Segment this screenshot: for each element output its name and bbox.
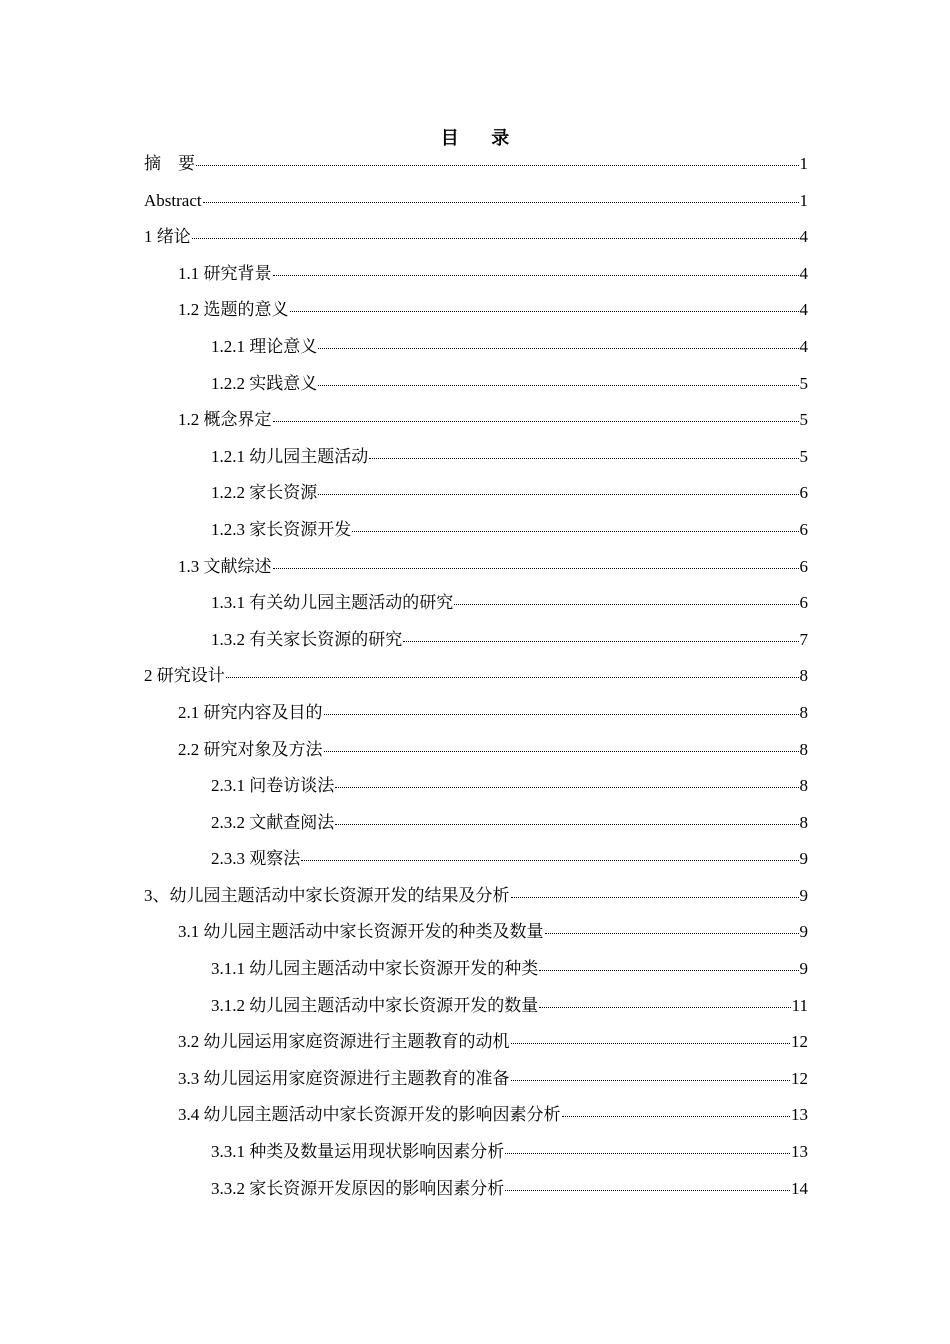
toc-entry-page-number: 6 [799, 519, 808, 539]
toc-dot-leader [369, 441, 798, 459]
toc-entry[interactable] [144, 1138, 808, 1175]
toc-entry[interactable] [144, 1175, 808, 1212]
toc-entry-page-number: 8 [799, 739, 808, 759]
toc-entry-page-number: 14 [791, 1178, 808, 1198]
toc-entry[interactable] [144, 736, 808, 773]
toc-entry[interactable] [144, 187, 808, 224]
toc-entry-page-number: 7 [799, 629, 808, 649]
toc-entry[interactable] [144, 223, 808, 260]
toc-entry[interactable] [144, 333, 808, 370]
toc-dot-leader [335, 807, 798, 825]
toc-entry-page-number: 1 [799, 154, 808, 173]
toc-entry-page-number: 1 [799, 190, 808, 210]
toc-dot-leader [203, 185, 799, 203]
toc-entry-page-number: 6 [799, 483, 808, 503]
toc-entry[interactable] [144, 296, 808, 333]
toc-entry-label: 1.2 选题的意义 [178, 300, 289, 320]
toc-entry-page-number: 8 [799, 666, 808, 686]
toc-dot-leader [192, 221, 799, 239]
toc-entry[interactable] [144, 589, 808, 626]
toc-entry-label: 1 绪论 [144, 227, 191, 247]
toc-entry-label: 3.1.1 幼儿园主题活动中家长资源开发的种类 [211, 959, 539, 979]
toc-dot-leader [545, 916, 799, 934]
toc-entry[interactable] [144, 955, 808, 992]
toc-entry-page-number: 6 [799, 556, 808, 576]
toc-dot-leader [273, 551, 799, 569]
toc-dot-leader [403, 624, 798, 642]
toc-entry[interactable] [144, 809, 808, 846]
toc-dot-leader [505, 1173, 790, 1191]
toc-entry-page-number: 9 [799, 922, 808, 942]
toc-dot-leader [273, 404, 799, 422]
toc-entry-label: 1.2.2 家长资源 [211, 483, 318, 503]
toc-entry-page-number: 9 [799, 959, 808, 979]
toc-entry[interactable] [144, 626, 808, 663]
toc-entry-page-number: 12 [791, 1032, 808, 1052]
toc-entry-label: 3.3.2 家长资源开发原因的影响因素分析 [211, 1178, 505, 1198]
toc-entry-label: 3.1 幼儿园主题活动中家长资源开发的种类及数量 [178, 922, 544, 942]
toc-entry-page-number: 8 [799, 702, 808, 722]
toc-entry-label: 2.1 研究内容及目的 [178, 702, 323, 722]
toc-entry-label: 2 研究设计 [144, 666, 225, 686]
toc-entry-label: 3、幼儿园主题活动中家长资源开发的结果及分析 [144, 885, 510, 905]
toc-entry-label: 1.2 概念界定 [178, 410, 272, 430]
toc-dot-leader [352, 514, 798, 532]
toc-entry[interactable] [144, 772, 808, 809]
toc-entry-label: 3.3 幼儿园运用家庭资源进行主题教育的准备 [178, 1068, 510, 1088]
toc-entry[interactable] [144, 1065, 808, 1102]
toc-entry-label: 1.2.1 幼儿园主题活动 [211, 446, 369, 466]
toc-entry[interactable] [144, 260, 808, 297]
toc-entry-label: 摘 要 [144, 154, 195, 173]
toc-dot-leader [539, 953, 798, 971]
toc-entry[interactable] [144, 882, 808, 919]
toc-entry[interactable] [144, 1101, 808, 1138]
toc-entry-page-number: 5 [799, 373, 808, 393]
toc-entry[interactable] [144, 662, 808, 699]
toc-entry-page-number: 5 [799, 410, 808, 430]
toc-dot-leader [226, 660, 799, 678]
toc-entry-page-number: 13 [791, 1105, 808, 1125]
toc-entry[interactable] [144, 479, 808, 516]
toc-dot-leader [562, 1099, 791, 1117]
toc-entry[interactable] [144, 553, 808, 590]
toc-dot-leader [511, 1063, 791, 1081]
toc-entry-label: 2.3.3 观察法 [211, 849, 301, 869]
toc-dot-leader [511, 1026, 791, 1044]
toc-dot-leader [505, 1136, 790, 1154]
toc-dot-leader [273, 258, 799, 276]
toc-entry-page-number: 4 [799, 263, 808, 283]
toc-dot-leader [324, 697, 799, 715]
toc-entry-page-number: 9 [799, 885, 808, 905]
toc-entry-page-number: 5 [799, 446, 808, 466]
toc-entry-label: 3.1.2 幼儿园主题活动中家长资源开发的数量 [211, 995, 539, 1015]
toc-title: 目 录 [440, 128, 524, 148]
toc-entry[interactable] [144, 845, 808, 882]
toc-dot-leader [318, 368, 798, 386]
toc-entry[interactable] [144, 406, 808, 443]
toc-entry-page-number: 4 [799, 336, 808, 356]
toc-entry-label: 1.3 文献综述 [178, 556, 272, 576]
toc-entry[interactable] [144, 992, 808, 1029]
toc-entry-page-number: 8 [799, 776, 808, 796]
toc-dot-leader [324, 734, 799, 752]
toc-entry-label: 2.3.2 文献查阅法 [211, 812, 335, 832]
toc-entry-label: 1.1 研究背景 [178, 263, 272, 283]
toc-dot-leader [335, 770, 798, 788]
toc-entry-page-number: 4 [799, 227, 808, 247]
toc-entry-label: 3.4 幼儿园主题活动中家长资源开发的影响因素分析 [178, 1105, 561, 1125]
toc-entry-page-number: 13 [791, 1142, 808, 1162]
toc-entry[interactable] [144, 150, 808, 187]
toc-dot-leader [539, 990, 790, 1008]
toc-entry-page-number: 4 [799, 300, 808, 320]
toc-entry[interactable] [144, 370, 808, 407]
toc-entry-label: 1.3.1 有关幼儿园主题活动的研究 [211, 593, 454, 613]
toc-dot-leader [196, 148, 799, 166]
toc-dot-leader [511, 880, 799, 898]
toc-entry-label: 1.3.2 有关家长资源的研究 [211, 629, 403, 649]
toc-dot-leader [318, 331, 798, 349]
toc-entry-label: 3.2 幼儿园运用家庭资源进行主题教育的动机 [178, 1032, 510, 1052]
toc-dot-leader [290, 294, 799, 312]
toc-entry-label: 2.2 研究对象及方法 [178, 739, 323, 759]
toc-entry-page-number: 9 [799, 849, 808, 869]
toc-entry-page-number: 12 [791, 1068, 808, 1088]
toc-entry[interactable] [144, 918, 808, 955]
toc-entry-label: Abstract [144, 190, 202, 210]
toc-list [144, 150, 808, 1211]
toc-entry-label: 1.2.2 实践意义 [211, 373, 318, 393]
toc-dot-leader [301, 843, 798, 861]
toc-entry-label: 2.3.1 问卷访谈法 [211, 776, 335, 796]
toc-entry[interactable] [144, 516, 808, 553]
toc-dot-leader [454, 587, 798, 605]
toc-entry-page-number: 6 [799, 593, 808, 613]
toc-entry[interactable] [144, 1028, 808, 1065]
toc-entry-page-number: 11 [791, 995, 808, 1015]
toc-entry-label: 1.2.1 理论意义 [211, 336, 318, 356]
toc-entry[interactable] [144, 699, 808, 736]
toc-entry-page-number: 8 [799, 812, 808, 832]
toc-entry-label: 3.3.1 种类及数量运用现状影响因素分析 [211, 1142, 505, 1162]
toc-entry[interactable] [144, 443, 808, 480]
toc-entry-label: 1.2.3 家长资源开发 [211, 519, 352, 539]
toc-dot-leader [318, 477, 798, 495]
